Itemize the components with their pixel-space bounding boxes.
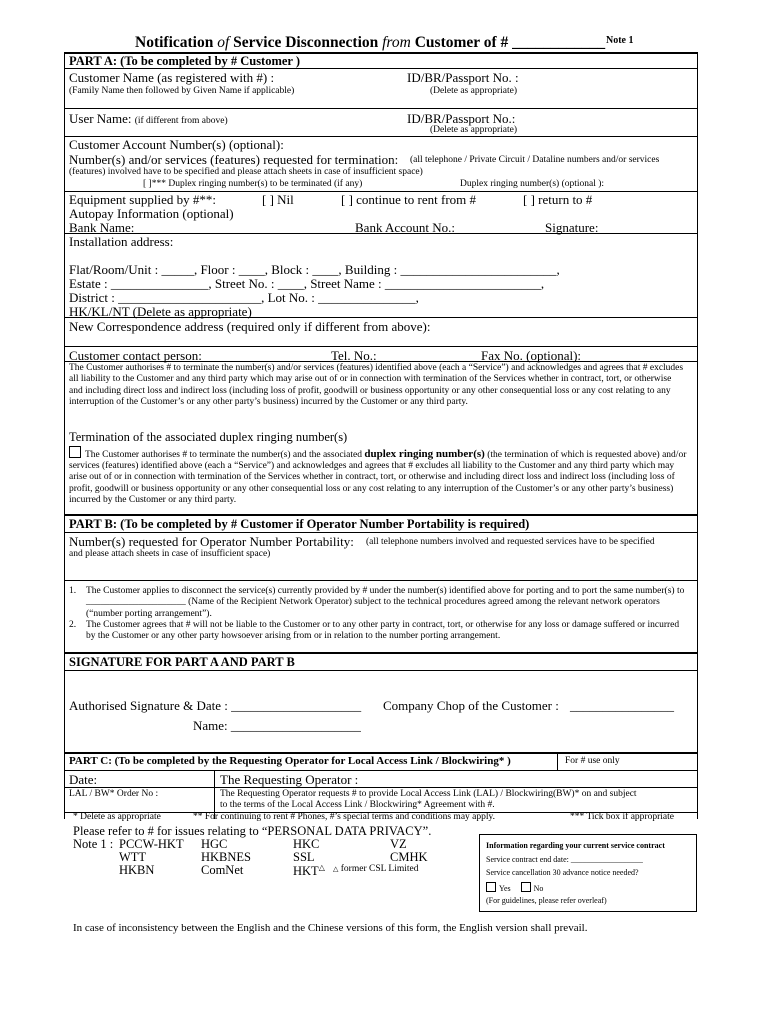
title-mid: Service Disconnection xyxy=(233,34,379,51)
divider xyxy=(64,68,698,69)
title-end: Customer of # ____________ xyxy=(414,34,606,51)
former-csl-text: former CSL Limited xyxy=(340,864,419,874)
operator-3-2: ComNet xyxy=(201,863,244,877)
user-name-label xyxy=(69,111,228,127)
guidelines-note: (For guidelines, please refer overleaf) xyxy=(486,896,607,905)
cancellation-question: Service cancellation 30 advance notice needed? xyxy=(486,868,639,877)
language-prevail-note: In case of inconsistency between the English and the Chinese versions of this form, the English version shall prevail. xyxy=(73,922,588,934)
authorisation-paragraph: The Customer authorises # to terminate the number(s) and/or services (features) identified above (each a “Service”) and acknowledges and agrees that # excludes all liability to the Customer and any third party which may arise out of or in connection with termination of the Services whether in contract, tort, or otherwise and including direct loss and indirect loss (including loss of profit, goodwill or business opportunity or any other consequential loss or any cost relating to any interruption of the Customer’s or any other party’s business) incurred by the Customer or any third party. xyxy=(69,363,684,408)
operator-3-3 xyxy=(293,863,325,879)
frame-right xyxy=(697,52,698,819)
date-label: Date: xyxy=(69,772,98,787)
note-1-label: Note 1 : xyxy=(73,837,114,851)
use-only-label: For # use only xyxy=(565,756,620,766)
company-chop-label: Company Chop of the Customer : xyxy=(383,698,559,713)
contract-info-title: Information regarding your current service contract xyxy=(486,841,665,850)
divider xyxy=(64,317,698,318)
requesting-operator-label: The Requesting Operator : xyxy=(220,772,359,787)
divider xyxy=(64,361,698,362)
duplex-checkbox-line[interactable]: [ ]*** Duplex ringing number(s) to be terminated (if any) xyxy=(143,179,363,189)
autopay-label: Autopay Information (optional) xyxy=(69,206,234,221)
customer-name-note: (Family Name then followed by Given Name if applicable) xyxy=(69,86,295,96)
user-name-note: (if different from above) xyxy=(134,116,228,126)
footnote-tick: *** Tick box if appropriate xyxy=(570,812,674,822)
title-from: from xyxy=(382,34,411,51)
operator-1-2: HGC xyxy=(201,837,228,851)
id-note: (Delete as appropriate) xyxy=(430,86,518,96)
item-1-number: 1. xyxy=(69,586,77,596)
duplex-checkbox[interactable] xyxy=(69,446,81,458)
operator-2-1: WTT xyxy=(119,850,147,864)
services-note: (all telephone / Private Circuit / Dataline numbers and/or services xyxy=(410,155,660,165)
return-option[interactable]: [ ] return to # xyxy=(523,192,593,207)
services-label: Number(s) and/or services (features) requested for termination: xyxy=(69,152,399,167)
divider xyxy=(64,770,698,771)
divider xyxy=(64,346,698,347)
user-name-text: User Name: xyxy=(69,111,132,126)
footnote-delete: * Delete as appropriate xyxy=(73,812,161,822)
operator-1-4: VZ xyxy=(390,837,407,851)
company-chop-field[interactable]: ________________ xyxy=(570,698,674,713)
divider xyxy=(64,580,698,581)
services-note-2: (features) involved have to be specified and please attach sheets in case of insufficient space) xyxy=(69,167,423,177)
signature-label: Signature: xyxy=(545,220,599,235)
part-a-heading: PART A: (To be completed by # Customer ) xyxy=(69,54,301,68)
portability-label: Number(s) requested for Operator Number Portability: xyxy=(69,534,354,549)
continue-rent-option[interactable]: [ ] continue to rent from # xyxy=(341,192,477,207)
operator-hkt: HKT xyxy=(293,864,319,879)
frame-left xyxy=(64,52,65,819)
footnote-rent: ** For continuing to rent # Phones, #’s special terms and conditions may apply. xyxy=(193,812,496,822)
name-field[interactable]: Name: ____________________ xyxy=(193,718,361,733)
account-label: Customer Account Number(s) (optional): xyxy=(69,137,284,152)
address-line-2: Estate : _______________, Street No. : ____, Street Name : ________________________, xyxy=(69,276,545,291)
title-main: Notification xyxy=(135,34,214,51)
duplex-optional: Duplex ringing number(s) (optional ): xyxy=(460,179,605,189)
fax-label: Fax No. (optional): xyxy=(481,348,582,363)
customer-name-label: Customer Name (as registered with #) : xyxy=(69,70,275,85)
lal-order-label: LAL / BW* Order No : xyxy=(69,789,159,799)
privacy-note: Please refer to # for issues relating to “PERSONAL DATA PRIVACY”. xyxy=(73,824,432,838)
address-line-3: District : ______________________, Lot No. : _______________, xyxy=(69,290,419,305)
triangle-icon: △ xyxy=(318,863,325,872)
operator-1-1: PCCW-HKT xyxy=(119,837,184,851)
requesting-text-1: The Requesting Operator requests # to provide Local Access Link (LAL) / Blockwiring(BW)* on and subject xyxy=(220,789,637,799)
bank-account-label: Bank Account No.: xyxy=(355,220,456,235)
yes-no-options xyxy=(486,882,543,893)
item-2-text: The Customer agrees that # will not be liable to the Customer or to any other party in contract, tort, or otherwise for any loss or damage suffered or incurred by the Customer or any other party howsoever arising from or in relation to the number porting arrangement. xyxy=(86,620,680,642)
divider xyxy=(64,652,698,654)
contact-person-label: Customer contact person: xyxy=(69,348,202,363)
address-line-4: HK/KL/NT (Delete as appropriate) xyxy=(69,304,252,319)
divider xyxy=(64,787,698,788)
former-csl xyxy=(333,864,419,874)
no-checkbox[interactable] xyxy=(521,882,531,892)
part-c-heading: PART C: (To be completed by the Requesting Operator for Local Access Link / Blockwiring* ) xyxy=(69,755,511,767)
signature-heading: SIGNATURE FOR PART A AND PART B xyxy=(69,655,295,669)
yes-checkbox[interactable] xyxy=(486,882,496,892)
divider xyxy=(64,108,698,109)
note-ref: Note 1 xyxy=(606,35,634,46)
duplex-text-c: (the termination of which is requested above) and/or services (features) identified above (each a “Service”) and acknowledges and agrees that # excludes all liability to the Customer and any third party which may arise out of or in connection with termination of the Services whether in contract, tort, or otherwise and including direct loss and indirect loss (including loss of profit, goodwill or business opportunity or any other consequential loss or any cost relating to any interruption of the Customer’s or any other party’s business) incurred by the Customer or any third party. xyxy=(69,450,687,505)
form-title xyxy=(135,34,605,52)
operator-2-4: CMHK xyxy=(390,850,428,864)
title-of: of xyxy=(217,34,230,51)
operator-2-3: SSL xyxy=(293,850,315,864)
installation-label: Installation address: xyxy=(69,234,174,249)
duplex-text-bold: duplex ringing number(s) xyxy=(364,448,485,460)
duplex-text-a: The Customer authorises # to terminate the number(s) and the associated xyxy=(85,450,363,460)
tel-label: Tel. No.: xyxy=(331,348,377,363)
id-label: ID/BR/Passport No. : xyxy=(407,70,519,85)
yes-label: Yes xyxy=(499,884,511,893)
divider xyxy=(64,670,698,671)
portability-note-2: and please attach sheets in case of insufficient space) xyxy=(69,549,271,559)
equipment-label: Equipment supplied by #**: xyxy=(69,192,216,207)
operator-2-2: HKBNES xyxy=(201,850,252,864)
nil-option[interactable]: [ ] Nil xyxy=(262,192,294,207)
operator-3-1: HKBN xyxy=(119,863,155,877)
divider xyxy=(557,752,558,770)
id-label-2: ID/BR/Passport No.: xyxy=(407,111,516,126)
operator-1-3: HKC xyxy=(293,837,320,851)
authorised-signature-field[interactable]: Authorised Signature & Date : ____________________ xyxy=(69,698,362,713)
duplex-paragraph xyxy=(69,446,687,506)
requesting-text-2: to the terms of the Local Access Link / Blockwiring* Agreement with #. xyxy=(220,800,495,810)
triangle-icon: △ xyxy=(333,865,339,873)
duplex-termination-label: Termination of the associated duplex ringing number(s) xyxy=(69,430,348,444)
divider xyxy=(64,514,698,516)
divider xyxy=(64,752,698,754)
portability-note: (all telephone numbers involved and requested services have to be specified xyxy=(366,537,655,547)
item-2-number: 2. xyxy=(69,620,77,630)
item-1-text: The Customer applies to disconnect the service(s) currently provided by # under the number(s) identified above for porting and to port the same number(s) to _____________________ (Name of the Recipient Network Operator) subject to the technical procedures agreed among the relevant network operators (“number porting arrangement”). xyxy=(86,586,685,619)
part-b-heading: PART B: (To be completed by # Customer if Operator Number Portability is required) xyxy=(69,517,530,531)
correspondence-label: New Correspondence address (required only if different from above): xyxy=(69,319,431,334)
id-note-2: (Delete as appropriate) xyxy=(430,125,518,135)
divider xyxy=(64,532,698,533)
contract-end-date-field[interactable]: Service contract end date: __________________ xyxy=(486,855,643,864)
address-line-1: Flat/Room/Unit : _____, Floor : ____, Block : ____, Building : ________________________, xyxy=(69,262,560,277)
no-label: No xyxy=(533,884,544,893)
bank-name-label: Bank Name: xyxy=(69,220,135,235)
